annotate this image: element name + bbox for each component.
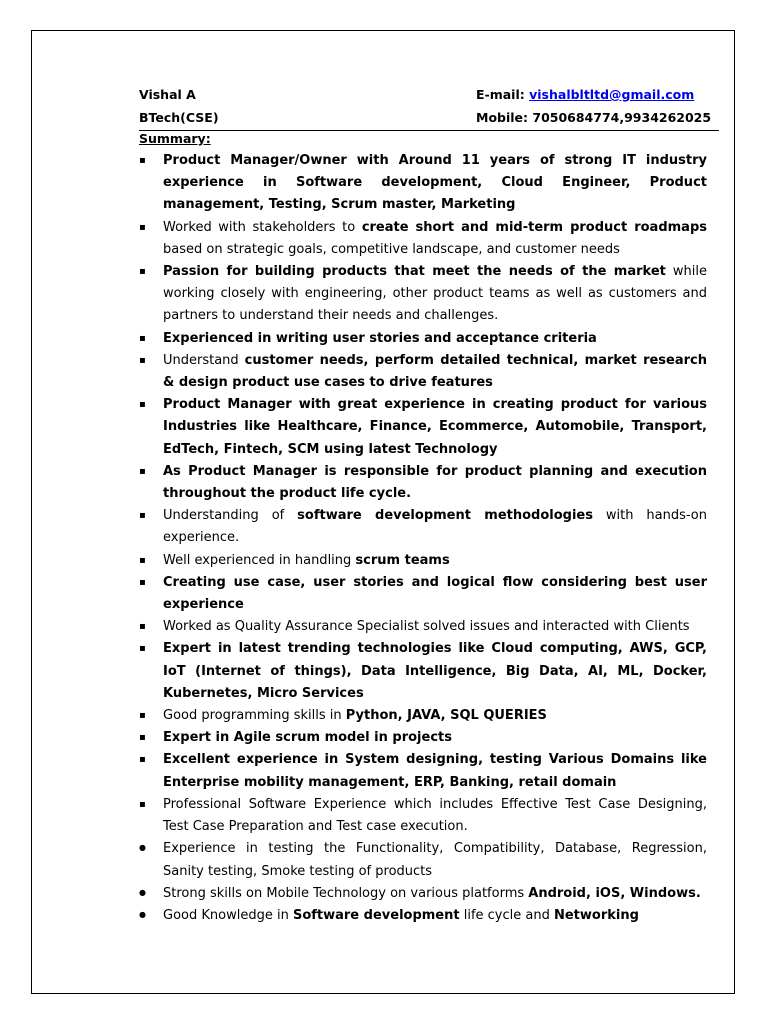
summary-text: Passion for building products that meet the needs of the market <box>163 264 666 280</box>
summary-text: software development methodologies <box>297 508 593 524</box>
summary-text: Product Manager/Owner with Around 11 years of strong IT industry experience in Software development, Cloud Engineer, Product management, Testing, Scrum master, Marketing <box>163 153 707 213</box>
summary-item <box>139 572 707 616</box>
square-bullet-icon <box>139 217 149 239</box>
square-bullet-icon <box>139 505 149 527</box>
square-bullet-icon <box>139 705 149 727</box>
summary-text: customer needs, perform detailed technical, market research & design product use cases to drive features <box>163 352 707 391</box>
summary-item <box>139 217 707 261</box>
round-bullet-icon <box>139 883 149 905</box>
summary-item <box>139 616 707 638</box>
summary-text: Understanding of <box>163 508 298 524</box>
summary-item <box>139 394 707 461</box>
summary-item <box>139 749 707 793</box>
summary-text: scrum teams <box>355 552 450 568</box>
summary-item <box>139 261 707 328</box>
mobile-label: Mobile: <box>476 110 533 125</box>
square-bullet-icon <box>139 328 149 350</box>
summary-text: Networking <box>553 907 639 923</box>
summary-text: Good Knowledge in <box>163 907 293 923</box>
summary-text: Worked with stakeholders to <box>163 219 362 235</box>
summary-text: Expert in Agile scrum model in projects <box>163 730 452 746</box>
summary-text: Professional Software Experience which includes Effective Test Case Designing, Test Case Preparation and Test case execution. <box>163 796 707 835</box>
summary-text: based on strategic goals, competitive landscape, and customer needs <box>163 241 620 257</box>
email-link[interactable]: vishalbltltd@gmail.com <box>529 87 695 102</box>
summary-item <box>139 838 707 882</box>
summary-text: Understand <box>163 352 245 368</box>
square-bullet-icon <box>139 550 149 572</box>
summary-text: Experienced in writing user stories and acceptance criteria <box>163 330 597 346</box>
email-label: E-mail: <box>476 87 530 102</box>
square-bullet-icon <box>139 394 149 416</box>
square-bullet-icon <box>139 150 149 172</box>
summary-item <box>139 550 707 572</box>
round-bullet-icon <box>139 905 149 927</box>
summary-item <box>139 705 707 727</box>
summary-list <box>139 150 707 927</box>
summary-text: while working closely with engineering, other product teams as well as customers and partners to understand their needs and challenges. <box>163 264 707 324</box>
square-bullet-icon <box>139 794 149 816</box>
round-bullet-icon <box>139 838 149 860</box>
summary-text: Good programming skills in <box>163 708 346 724</box>
summary-text: Worked as Quality Assurance Specialist solved issues and interacted with Clients <box>163 619 690 635</box>
summary-item <box>139 638 707 705</box>
mobile-number: 7050684774,9934262025 <box>532 110 712 125</box>
square-bullet-icon <box>139 261 149 283</box>
header-divider <box>139 130 719 131</box>
square-bullet-icon <box>139 461 149 483</box>
summary-text: Android, iOS, Windows. <box>528 885 701 901</box>
summary-item <box>139 727 707 749</box>
summary-item <box>139 328 707 350</box>
square-bullet-icon <box>139 350 149 372</box>
summary-text: As Product Manager is responsible for product planning and execution throughout the product life cycle. <box>163 463 707 502</box>
summary-item <box>139 505 707 549</box>
summary-text: Strong skills on Mobile Technology on various platforms <box>163 885 529 901</box>
square-bullet-icon <box>139 616 149 638</box>
summary-text: Product Manager with great experience in creating product for various Industries like Healthcare, Finance, Ecommerce, Automobile, Transport, EdTech, Fintech, SCM using latest Technology <box>163 397 707 457</box>
summary-item <box>139 150 707 217</box>
summary-text: Creating use case, user stories and logical flow considering best user experience <box>163 574 707 613</box>
summary-text: Python, JAVA, SQL QUERIES <box>345 708 547 724</box>
summary-heading: Summary: <box>139 131 211 146</box>
square-bullet-icon <box>139 638 149 660</box>
square-bullet-icon <box>139 727 149 749</box>
summary-item <box>139 794 707 838</box>
summary-text: life cycle and <box>459 907 554 923</box>
summary-text: Well experienced in handling <box>163 552 356 568</box>
degree: BTech(CSE) <box>139 110 219 125</box>
summary-text: with hands-on experience. <box>163 508 707 546</box>
candidate-name: Vishal A <box>139 87 196 102</box>
summary-text: Excellent experience in System designing, testing Various Domains like Enterprise mobility management, ERP, Banking, retail domain <box>163 752 707 790</box>
summary-item <box>139 883 707 905</box>
summary-item <box>139 350 707 394</box>
summary-text: Expert in latest trending technologies like Cloud computing, AWS, GCP, IoT (Internet of things), Data Intelligence, Big Data, AI, ML, Docker, Kubernetes, Micro Services <box>163 641 707 701</box>
square-bullet-icon <box>139 572 149 594</box>
summary-text: Software development <box>292 907 460 923</box>
summary-text: Experience in testing the Functionality, Compatibility, Database, Regression, Sanity testing, Smoke testing of products <box>163 841 707 879</box>
summary-item <box>139 905 707 927</box>
mobile-line <box>476 110 711 125</box>
email-line <box>476 87 694 102</box>
summary-text: create short and mid-term product roadmaps <box>361 219 707 235</box>
summary-item <box>139 461 707 505</box>
square-bullet-icon <box>139 749 149 771</box>
